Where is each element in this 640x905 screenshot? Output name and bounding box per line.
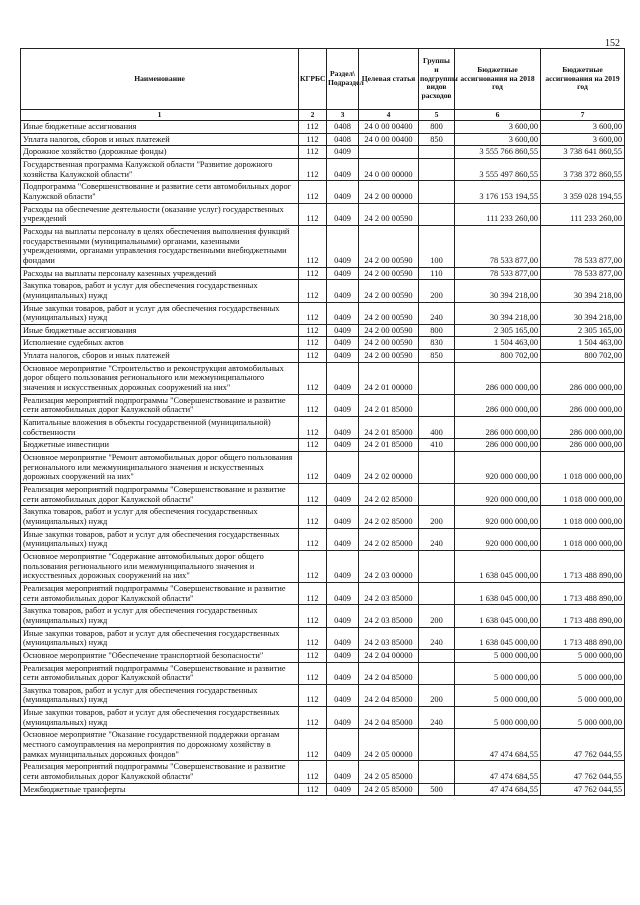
cell-target: 24 0 00 00400 [359, 121, 419, 134]
cell-name: Реализация мероприятий подпрограммы "Совершенствование и развитие сети автомобильных дорог Калужской области" [21, 662, 299, 684]
cell-section: 0409 [327, 528, 359, 550]
cell-kgrbs: 112 [299, 761, 327, 783]
cell-kgrbs: 112 [299, 707, 327, 729]
cell-group: 400 [419, 417, 455, 439]
cell-section: 0408 [327, 121, 359, 134]
cell-target: 24 2 00 00590 [359, 324, 419, 337]
cell-2019: 1 713 488 890,00 [541, 582, 625, 604]
cell-2019: 286 000 000,00 [541, 439, 625, 452]
cell-name: Исполнение судебных актов [21, 337, 299, 350]
cell-name: Иные бюджетные ассигнования [21, 324, 299, 337]
cell-group [419, 452, 455, 484]
cell-section: 0409 [327, 506, 359, 528]
cell-target: 24 2 04 85000 [359, 684, 419, 706]
cell-name: Иные закупки товаров, работ и услуг для обеспечения государственных (муниципальных) нужд [21, 627, 299, 649]
table-row [21, 267, 625, 280]
cell-kgrbs: 112 [299, 528, 327, 550]
cell-2018: 47 474 684,55 [455, 783, 541, 796]
cell-2019: 286 000 000,00 [541, 362, 625, 394]
cell-kgrbs: 112 [299, 452, 327, 484]
cell-target: 24 2 00 00590 [359, 302, 419, 324]
cell-kgrbs: 112 [299, 302, 327, 324]
cell-name: Бюджетные инвестиции [21, 439, 299, 452]
cell-section: 0409 [327, 394, 359, 416]
cell-target: 24 2 00 00000 [359, 181, 419, 203]
table-row [21, 350, 625, 363]
header-kgrbs: КГРБС [299, 49, 327, 110]
table-row [21, 417, 625, 439]
cell-target: 24 2 00 00590 [359, 267, 419, 280]
cell-2019: 1 713 488 890,00 [541, 550, 625, 582]
cell-group: 800 [419, 324, 455, 337]
cell-2018: 30 394 218,00 [455, 280, 541, 302]
cell-section: 0409 [327, 267, 359, 280]
cell-section: 0409 [327, 225, 359, 267]
cell-2019: 1 018 000 000,00 [541, 506, 625, 528]
cell-2019: 1 018 000 000,00 [541, 484, 625, 506]
cell-2019: 78 533 877,00 [541, 267, 625, 280]
cell-kgrbs: 112 [299, 225, 327, 267]
cell-2018: 3 600,00 [455, 133, 541, 146]
cell-section: 0409 [327, 484, 359, 506]
cell-section: 0409 [327, 605, 359, 627]
cell-target: 24 0 00 00000 [359, 158, 419, 180]
cell-2018: 286 000 000,00 [455, 417, 541, 439]
cell-target: 24 2 03 85000 [359, 627, 419, 649]
cell-section: 0409 [327, 649, 359, 662]
cell-kgrbs: 112 [299, 649, 327, 662]
cell-section: 0409 [327, 158, 359, 180]
cell-2019: 800 702,00 [541, 350, 625, 363]
table-row [21, 439, 625, 452]
cell-section: 0409 [327, 302, 359, 324]
cell-group [419, 761, 455, 783]
header-row [21, 49, 625, 110]
table-row [21, 324, 625, 337]
cell-name: Межбюджетные трансферты [21, 783, 299, 796]
budget-table [20, 48, 625, 796]
table-row [21, 627, 625, 649]
cell-2018: 1 504 463,00 [455, 337, 541, 350]
cell-target: 24 2 01 85000 [359, 394, 419, 416]
cell-name: Основное мероприятие "Оказание государственной поддержки органам местного самоуправления на мероприятия по дорожному хозяйству в рамках муниципальных дорожных фондов" [21, 729, 299, 761]
cell-section: 0409 [327, 582, 359, 604]
cell-kgrbs: 112 [299, 627, 327, 649]
table-row [21, 158, 625, 180]
cell-name: Закупка товаров, работ и услуг для обеспечения государственных (муниципальных) нужд [21, 280, 299, 302]
cell-kgrbs: 112 [299, 324, 327, 337]
cell-target: 24 2 01 85000 [359, 417, 419, 439]
cell-2019: 3 600,00 [541, 121, 625, 134]
cell-2018: 800 702,00 [455, 350, 541, 363]
cell-2018: 5 000 000,00 [455, 649, 541, 662]
cell-kgrbs: 112 [299, 394, 327, 416]
cell-2018: 3 600,00 [455, 121, 541, 134]
cell-name: Капитальные вложения в объекты государственной (муниципальной) собственности [21, 417, 299, 439]
cell-group [419, 394, 455, 416]
cell-group: 240 [419, 627, 455, 649]
cell-2018: 286 000 000,00 [455, 394, 541, 416]
cell-section: 0409 [327, 350, 359, 363]
cell-target: 24 2 04 85000 [359, 662, 419, 684]
cell-name: Закупка товаров, работ и услуг для обеспечения государственных (муниципальных) нужд [21, 684, 299, 706]
cell-group: 200 [419, 684, 455, 706]
table-row [21, 605, 625, 627]
cell-target: 24 2 03 85000 [359, 582, 419, 604]
cell-kgrbs: 112 [299, 550, 327, 582]
cell-2018: 920 000 000,00 [455, 506, 541, 528]
cell-group [419, 582, 455, 604]
cell-group: 850 [419, 133, 455, 146]
cell-target: 24 2 00 00590 [359, 203, 419, 225]
cell-section: 0409 [327, 439, 359, 452]
cell-2018: 1 638 045 000,00 [455, 550, 541, 582]
table-row [21, 528, 625, 550]
cell-name: Расходы на выплаты персоналу в целях обеспечения выполнения функций государственными (муниципальными) органами, казенными учреждениями, органами управления государственными внебюджетными фондами [21, 225, 299, 267]
cell-target: 24 2 02 00000 [359, 452, 419, 484]
cell-2018: 78 533 877,00 [455, 267, 541, 280]
table-row [21, 707, 625, 729]
cell-2019: 3 359 028 194,55 [541, 181, 625, 203]
cell-section: 0409 [327, 627, 359, 649]
cell-target: 24 2 03 85000 [359, 605, 419, 627]
cell-kgrbs: 112 [299, 439, 327, 452]
cell-name: Иные бюджетные ассигнования [21, 121, 299, 134]
cell-target [359, 146, 419, 159]
cell-target: 24 2 00 00590 [359, 280, 419, 302]
table-row [21, 761, 625, 783]
column-index: 1 [21, 110, 299, 121]
table-row [21, 452, 625, 484]
cell-group [419, 181, 455, 203]
cell-kgrbs: 112 [299, 121, 327, 134]
cell-group: 200 [419, 280, 455, 302]
column-index: 2 [299, 110, 327, 121]
cell-2018: 30 394 218,00 [455, 302, 541, 324]
cell-name: Реализация мероприятий подпрограммы "Совершенствование и развитие сети автомобильных дорог Калужской области" [21, 394, 299, 416]
cell-2019: 1 018 000 000,00 [541, 452, 625, 484]
cell-2019: 5 000 000,00 [541, 649, 625, 662]
table-row [21, 225, 625, 267]
cell-target: 24 2 02 85000 [359, 506, 419, 528]
cell-group [419, 158, 455, 180]
cell-group [419, 729, 455, 761]
cell-kgrbs: 112 [299, 684, 327, 706]
table-row [21, 550, 625, 582]
cell-group [419, 484, 455, 506]
column-index: 4 [359, 110, 419, 121]
cell-section: 0409 [327, 684, 359, 706]
cell-target: 24 2 03 00000 [359, 550, 419, 582]
cell-2018: 286 000 000,00 [455, 439, 541, 452]
cell-section: 0409 [327, 783, 359, 796]
cell-group: 100 [419, 225, 455, 267]
cell-group [419, 146, 455, 159]
cell-kgrbs: 112 [299, 484, 327, 506]
cell-section: 0409 [327, 146, 359, 159]
table-row [21, 181, 625, 203]
cell-section: 0409 [327, 203, 359, 225]
cell-name: Основное мероприятие "Строительство и реконструкция автомобильных дорог общего пользования регионального или межмуниципального значения и искусственных дорожных сооружений на них" [21, 362, 299, 394]
cell-target: 24 2 04 00000 [359, 649, 419, 662]
header-target: Целевая статья [359, 49, 419, 110]
cell-2019: 5 000 000,00 [541, 662, 625, 684]
cell-2019: 2 305 165,00 [541, 324, 625, 337]
cell-kgrbs: 112 [299, 146, 327, 159]
cell-group [419, 203, 455, 225]
cell-section: 0409 [327, 280, 359, 302]
cell-kgrbs: 112 [299, 506, 327, 528]
cell-kgrbs: 112 [299, 158, 327, 180]
table-row [21, 133, 625, 146]
cell-target: 24 2 04 85000 [359, 707, 419, 729]
cell-group: 110 [419, 267, 455, 280]
header-2018: Бюджетные ассигнования на 2018 год [455, 49, 541, 110]
cell-2019: 3 738 641 860,55 [541, 146, 625, 159]
cell-kgrbs: 112 [299, 133, 327, 146]
cell-group [419, 649, 455, 662]
cell-name: Иные закупки товаров, работ и услуг для обеспечения государственных (муниципальных) нужд [21, 302, 299, 324]
cell-group: 800 [419, 121, 455, 134]
cell-name: Реализация мероприятий подпрограммы "Совершенствование и развитие сети автомобильных дорог Калужской области" [21, 582, 299, 604]
cell-kgrbs: 112 [299, 783, 327, 796]
cell-section: 0409 [327, 550, 359, 582]
cell-section: 0409 [327, 337, 359, 350]
table-row [21, 121, 625, 134]
cell-section: 0409 [327, 761, 359, 783]
cell-name: Иные закупки товаров, работ и услуг для обеспечения государственных (муниципальных) нужд [21, 707, 299, 729]
table-row [21, 362, 625, 394]
header-name: Наименование [21, 49, 299, 110]
cell-kgrbs: 112 [299, 662, 327, 684]
table-row [21, 649, 625, 662]
cell-2018: 920 000 000,00 [455, 452, 541, 484]
cell-2018: 78 533 877,00 [455, 225, 541, 267]
column-index: 6 [455, 110, 541, 121]
cell-section: 0409 [327, 729, 359, 761]
table-row [21, 582, 625, 604]
cell-name: Иные закупки товаров, работ и услуг для обеспечения государственных (муниципальных) нужд [21, 528, 299, 550]
cell-target: 24 2 00 00590 [359, 337, 419, 350]
cell-target: 24 2 05 00000 [359, 729, 419, 761]
cell-section: 0409 [327, 707, 359, 729]
cell-group: 830 [419, 337, 455, 350]
cell-2019: 111 233 260,00 [541, 203, 625, 225]
cell-name: Расходы на выплаты персоналу казенных учреждений [21, 267, 299, 280]
cell-name: Уплата налогов, сборов и иных платежей [21, 350, 299, 363]
cell-name: Дорожное хозяйство (дорожные фонды) [21, 146, 299, 159]
cell-2018: 286 000 000,00 [455, 362, 541, 394]
cell-2018: 3 555 497 860,55 [455, 158, 541, 180]
cell-kgrbs: 112 [299, 605, 327, 627]
cell-group: 240 [419, 707, 455, 729]
cell-2019: 1 713 488 890,00 [541, 605, 625, 627]
table-row [21, 484, 625, 506]
cell-group: 240 [419, 528, 455, 550]
cell-kgrbs: 112 [299, 729, 327, 761]
cell-name: Подпрограмма "Совершенствование и развитие сети автомобильных дорог Калужской области" [21, 181, 299, 203]
cell-group: 500 [419, 783, 455, 796]
cell-kgrbs: 112 [299, 417, 327, 439]
cell-target: 24 2 00 00590 [359, 225, 419, 267]
column-index: 7 [541, 110, 625, 121]
header-2019: Бюджетные ассигнования на 2019 год [541, 49, 625, 110]
cell-name: Реализация мероприятий подпрограммы "Совершенствование и развитие сети автомобильных дорог Калужской области" [21, 484, 299, 506]
cell-2019: 78 533 877,00 [541, 225, 625, 267]
cell-target: 24 2 01 85000 [359, 439, 419, 452]
cell-section: 0408 [327, 133, 359, 146]
cell-name: Основное мероприятие "Ремонт автомобильных дорог общего пользования регионального или межмуниципального значения и искусственных дорожных сооружений на них" [21, 452, 299, 484]
cell-group [419, 362, 455, 394]
cell-2018: 920 000 000,00 [455, 484, 541, 506]
cell-target: 24 2 05 85000 [359, 783, 419, 796]
cell-2019: 1 713 488 890,00 [541, 627, 625, 649]
cell-2018: 111 233 260,00 [455, 203, 541, 225]
cell-target: 24 2 01 00000 [359, 362, 419, 394]
cell-target: 24 2 00 00590 [359, 350, 419, 363]
cell-2019: 30 394 218,00 [541, 302, 625, 324]
cell-2018: 1 638 045 000,00 [455, 582, 541, 604]
header-group: Группы и подгруппы видов расходов [419, 49, 455, 110]
cell-2019: 286 000 000,00 [541, 417, 625, 439]
cell-group: 200 [419, 605, 455, 627]
cell-2018: 47 474 684,55 [455, 729, 541, 761]
cell-2019: 47 762 044,55 [541, 729, 625, 761]
cell-group: 240 [419, 302, 455, 324]
table-row [21, 280, 625, 302]
cell-group: 850 [419, 350, 455, 363]
cell-section: 0409 [327, 417, 359, 439]
cell-target: 24 2 05 85000 [359, 761, 419, 783]
cell-section: 0409 [327, 362, 359, 394]
cell-2019: 3 600,00 [541, 133, 625, 146]
cell-name: Реализация мероприятий подпрограммы "Совершенствование и развитие сети автомобильных дорог Калужской области" [21, 761, 299, 783]
table-row [21, 337, 625, 350]
cell-kgrbs: 112 [299, 203, 327, 225]
cell-2018: 47 474 684,55 [455, 761, 541, 783]
cell-2019: 5 000 000,00 [541, 684, 625, 706]
cell-group [419, 550, 455, 582]
table-row [21, 394, 625, 416]
header-section: Раздел\ Подраздел [327, 49, 359, 110]
page-number: 152 [605, 38, 620, 49]
cell-2019: 3 738 372 860,55 [541, 158, 625, 180]
cell-target: 24 0 00 00400 [359, 133, 419, 146]
cell-name: Закупка товаров, работ и услуг для обеспечения государственных (муниципальных) нужд [21, 506, 299, 528]
cell-section: 0409 [327, 662, 359, 684]
column-index: 3 [327, 110, 359, 121]
cell-target: 24 2 02 85000 [359, 484, 419, 506]
cell-kgrbs: 112 [299, 267, 327, 280]
cell-section: 0409 [327, 452, 359, 484]
cell-2018: 5 000 000,00 [455, 707, 541, 729]
table-row [21, 302, 625, 324]
cell-name: Основное мероприятие "Содержание автомобильных дорог общего пользования регионального или межмуниципального значения и искусственных дорожных сооружений на них" [21, 550, 299, 582]
table-row [21, 684, 625, 706]
cell-2019: 1 018 000 000,00 [541, 528, 625, 550]
cell-name: Основное мероприятие "Обеспечение транспортной безопасности" [21, 649, 299, 662]
cell-name: Уплата налогов, сборов и иных платежей [21, 133, 299, 146]
cell-section: 0409 [327, 181, 359, 203]
cell-2019: 5 000 000,00 [541, 707, 625, 729]
cell-group [419, 662, 455, 684]
cell-group: 410 [419, 439, 455, 452]
table-row [21, 203, 625, 225]
cell-2018: 5 000 000,00 [455, 684, 541, 706]
cell-kgrbs: 112 [299, 362, 327, 394]
table-row [21, 662, 625, 684]
cell-group: 200 [419, 506, 455, 528]
cell-2019: 47 762 044,55 [541, 761, 625, 783]
column-index-row [21, 110, 625, 121]
cell-kgrbs: 112 [299, 582, 327, 604]
cell-2018: 1 638 045 000,00 [455, 605, 541, 627]
cell-kgrbs: 112 [299, 181, 327, 203]
cell-name: Государственная программа Калужской области "Развитие дорожного хозяйства Калужской области" [21, 158, 299, 180]
cell-name: Расходы на обеспечение деятельности (оказание услуг) государственных учреждений [21, 203, 299, 225]
cell-2018: 1 638 045 000,00 [455, 627, 541, 649]
table-row [21, 729, 625, 761]
cell-2019: 30 394 218,00 [541, 280, 625, 302]
column-index: 5 [419, 110, 455, 121]
cell-2019: 47 762 044,55 [541, 783, 625, 796]
cell-target: 24 2 02 85000 [359, 528, 419, 550]
cell-kgrbs: 112 [299, 337, 327, 350]
cell-2018: 2 305 165,00 [455, 324, 541, 337]
cell-2018: 920 000 000,00 [455, 528, 541, 550]
cell-2018: 3 176 153 194,55 [455, 181, 541, 203]
cell-kgrbs: 112 [299, 350, 327, 363]
cell-2019: 286 000 000,00 [541, 394, 625, 416]
table-row [21, 783, 625, 796]
table-body [21, 121, 625, 796]
cell-2018: 5 000 000,00 [455, 662, 541, 684]
cell-kgrbs: 112 [299, 280, 327, 302]
cell-2018: 3 555 766 860,55 [455, 146, 541, 159]
table-row [21, 506, 625, 528]
table-row [21, 146, 625, 159]
cell-2019: 1 504 463,00 [541, 337, 625, 350]
cell-section: 0409 [327, 324, 359, 337]
cell-name: Закупка товаров, работ и услуг для обеспечения государственных (муниципальных) нужд [21, 605, 299, 627]
